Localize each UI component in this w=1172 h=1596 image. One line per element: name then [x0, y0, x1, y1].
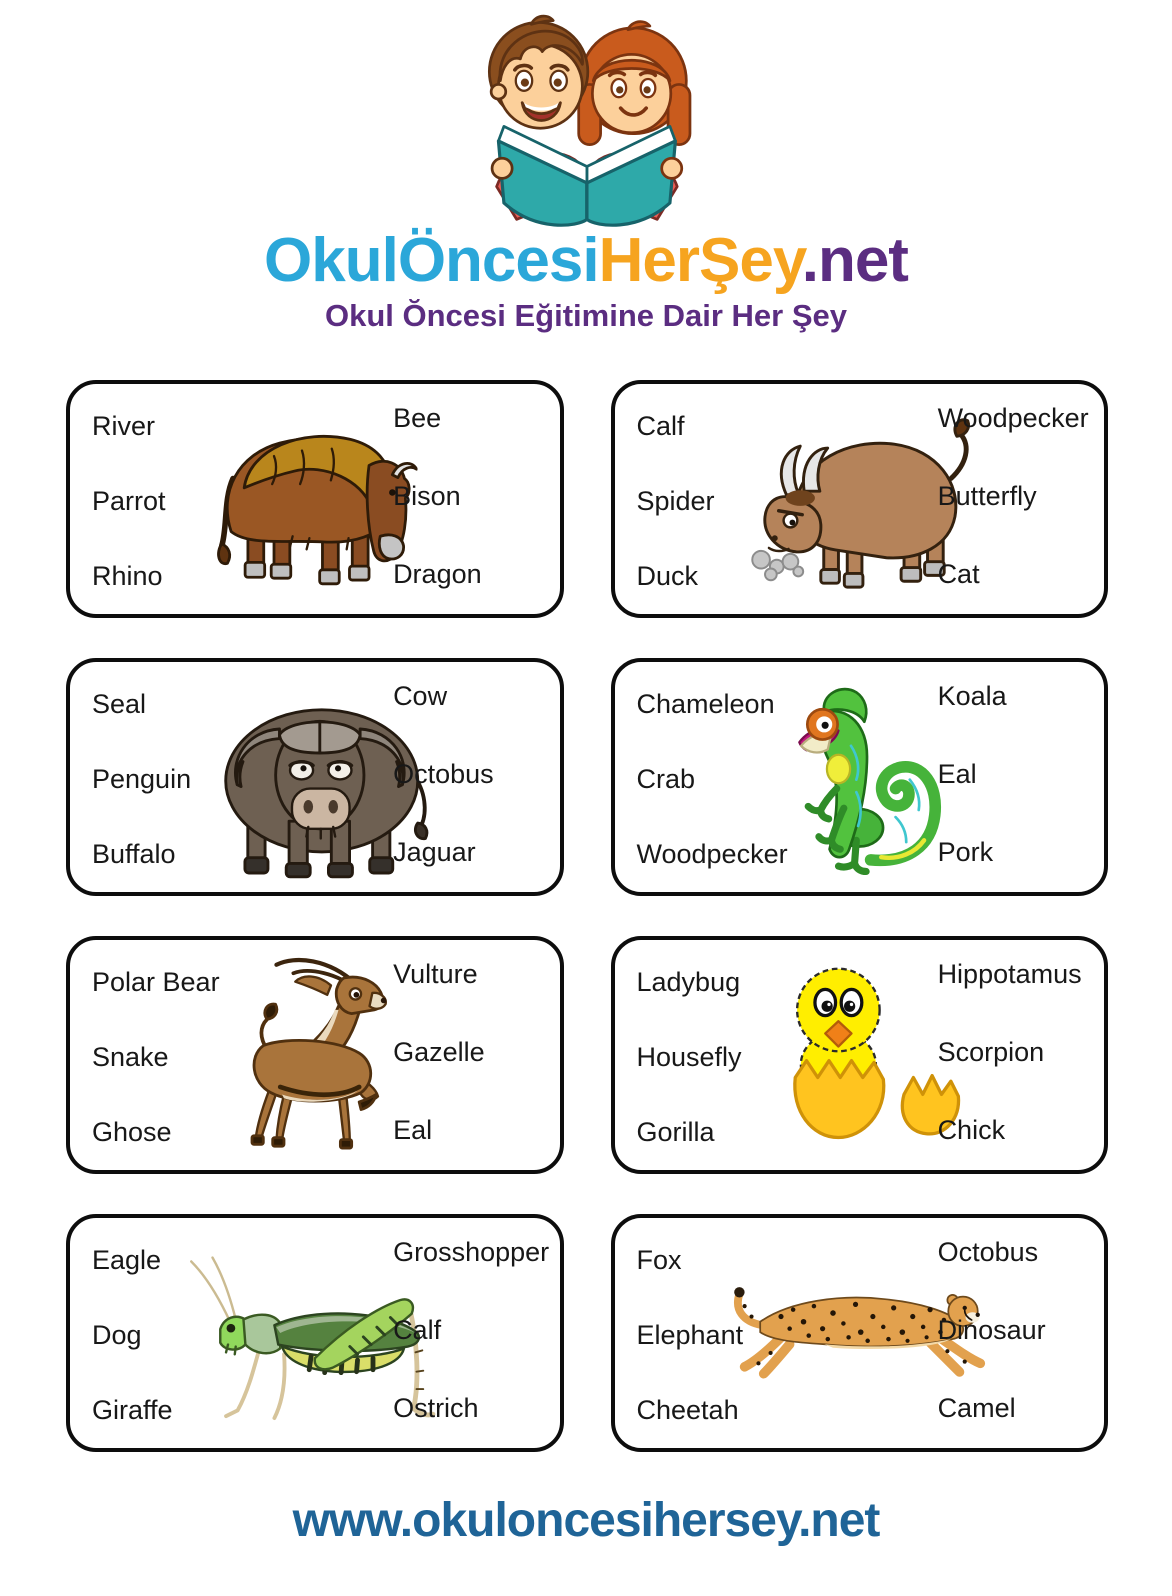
word-option: Octobus: [937, 1237, 1039, 1267]
footer-url: www.okuloncesihersey.net: [292, 1494, 880, 1547]
word-option: Koala: [937, 681, 1007, 711]
animal-card-gazelle: [66, 936, 564, 1174]
cards-grid: [66, 380, 1108, 1452]
word-option: Giraffe: [92, 1394, 173, 1425]
animal-card-cheetah: [611, 1214, 1109, 1452]
site-title: [0, 226, 1172, 295]
word-option: Cow: [393, 681, 448, 711]
word-option: Chameleon: [636, 689, 775, 719]
site-title-purple: .net: [801, 226, 908, 295]
animal-card-bison: [66, 380, 564, 618]
word-option: Calf: [393, 1314, 442, 1345]
word-option: Polar Bear: [92, 967, 220, 997]
word-option: Snake: [92, 1041, 169, 1072]
site-subtitle: Okul Ŏncesi Eğitimine Dair Her Şey: [324, 298, 848, 333]
animal-card-bull: [611, 380, 1109, 618]
word-option: Penguin: [92, 763, 192, 794]
word-option: Woodpecker: [937, 403, 1089, 433]
word-option: Jaguar: [393, 836, 476, 867]
word-option: Parrot: [92, 485, 166, 516]
animal-card-chameleon: [611, 658, 1109, 896]
kids-reading-logo-illustration: [436, 6, 736, 234]
word-option: Woodpecker: [636, 838, 788, 869]
word-option: Rhino: [92, 560, 163, 591]
word-option: Pork: [937, 836, 994, 867]
word-option: Grosshopper: [393, 1237, 550, 1267]
word-option: Gorilla: [636, 1116, 715, 1147]
word-option: Buffalo: [92, 838, 176, 869]
word-option: Eagle: [92, 1245, 162, 1275]
animal-card-grasshopper: [66, 1214, 564, 1452]
word-option: Eal: [393, 1114, 433, 1145]
word-option: Elephant: [636, 1319, 744, 1350]
word-option: Ladybug: [636, 967, 741, 997]
word-option: Gazelle: [393, 1036, 485, 1067]
word-option: Bison: [393, 480, 461, 511]
animal-card-chick: [611, 936, 1109, 1174]
word-option: Bee: [393, 403, 442, 433]
word-option: Duck: [636, 560, 699, 591]
word-option: Seal: [92, 689, 147, 719]
word-option: Dragon: [393, 558, 482, 589]
site-title-blue: OkulÖncesi: [264, 226, 599, 295]
word-option: River: [92, 411, 156, 441]
word-option: Spider: [636, 485, 715, 516]
word-option: Crab: [636, 763, 696, 794]
word-option: Ghose: [92, 1116, 172, 1147]
word-option: Vulture: [393, 959, 478, 989]
word-option: Chick: [937, 1114, 1006, 1145]
word-option: Housefly: [636, 1041, 742, 1072]
word-option: Dinosaur: [937, 1314, 1046, 1345]
word-option: Camel: [937, 1392, 1016, 1423]
word-option: Ostrich: [393, 1392, 479, 1423]
word-option: Eal: [937, 758, 977, 789]
header: [0, 0, 1172, 334]
site-title-orange: HerŞey: [598, 226, 802, 295]
word-option: Dog: [92, 1319, 142, 1350]
word-option: Butterfly: [937, 480, 1037, 511]
word-option: Fox: [636, 1245, 682, 1275]
word-option: Octobus: [393, 758, 494, 789]
animal-card-buffalo: [66, 658, 564, 896]
word-option: Scorpion: [937, 1036, 1045, 1067]
word-option: Cheetah: [636, 1394, 739, 1425]
word-option: Cat: [937, 558, 980, 589]
word-option: Hippotamus: [937, 959, 1082, 989]
word-option: Calf: [636, 411, 685, 441]
